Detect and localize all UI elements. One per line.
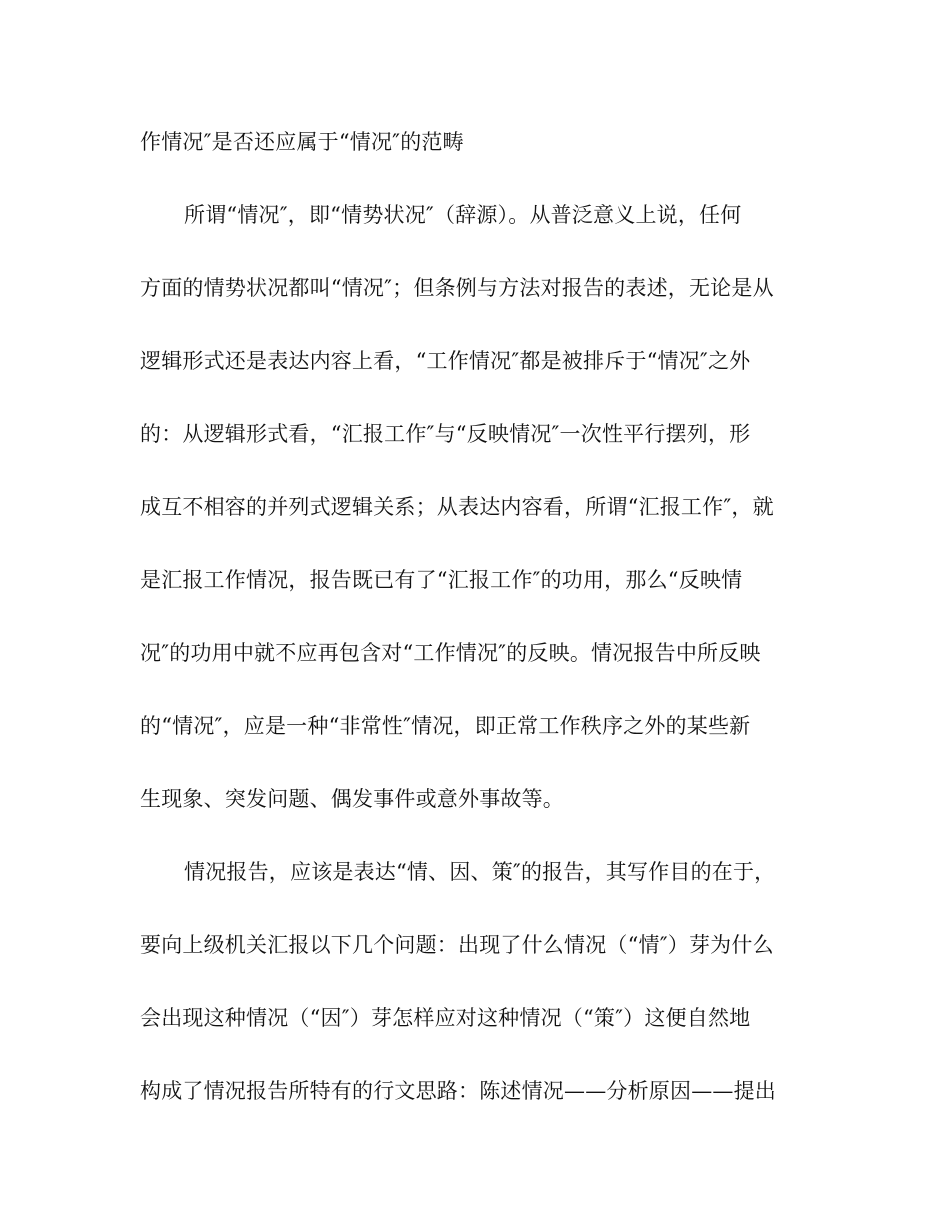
- text-line: 构成了情况报告所特有的行文思路：陈述情况——分析原因——提出: [140, 1079, 776, 1103]
- document-body: [140, 118, 820, 1140]
- text-line: 生现象、突发问题、偶发事件或意外事故等。: [140, 787, 564, 811]
- text-line: 方面的情势状况都叫“情况″；但条例与方法对报告的表述，无论是从: [140, 276, 774, 300]
- text-line: 要向上级机关汇报以下几个问题：出现了什么情况（“情″）芽为什么: [140, 933, 774, 957]
- paragraph-start-line: 情况报告，应该是表达“情、因、策″的报告，其写作目的在于，: [184, 860, 776, 884]
- text-line: 况″的功用中就不应再包含对“工作情况″的反映。情况报告中所反映: [140, 641, 761, 665]
- paragraph-start-line: 所谓“情况″，即“情势状况″（辞源）。从普泛意义上说，任何: [184, 203, 742, 227]
- text-line: 作情况″是否还应属于“情况″的范畴: [140, 130, 464, 154]
- text-line: 会出现这种情况（“因″）芽怎样应对这种情况（“策″）这便自然地: [140, 1006, 751, 1030]
- text-line: 的：从逻辑形式看，“汇报工作″与“反映情况″一次性平行摆列，形: [140, 422, 751, 446]
- text-line: 逻辑形式还是表达内容上看，“工作情况″都是被排斥于“情况″之外: [140, 349, 751, 373]
- text-line: 的“情况″，应是一种“非常性″情况，即正常工作秩序之外的某些新: [140, 714, 751, 738]
- text-line: 成互不相容的并列式逻辑关系；从表达内容看，所谓“汇报工作″，就: [140, 495, 774, 519]
- text-line: 是汇报工作情况，报告既已有了“汇报工作″的功用，那么“反映情: [140, 568, 743, 592]
